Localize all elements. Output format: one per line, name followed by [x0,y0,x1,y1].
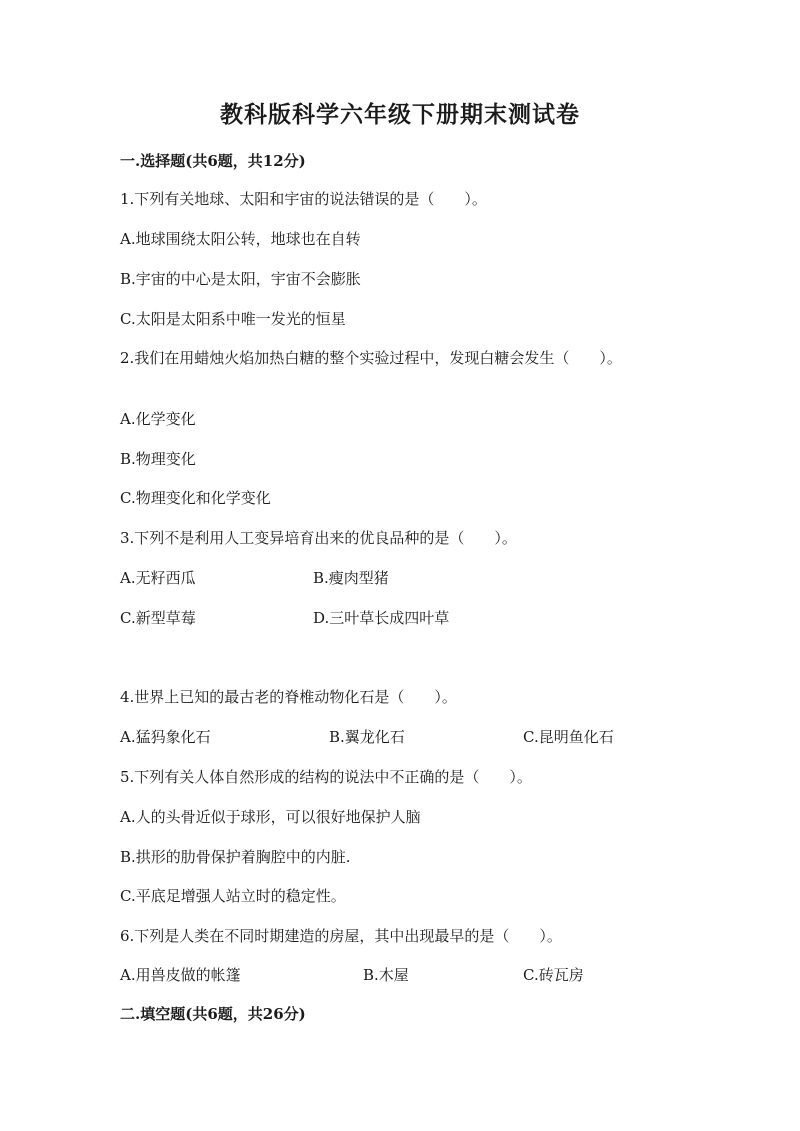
question-1-option-a: A.地球围绕太阳公转，地球也在自转 [120,230,361,248]
question-5-option-b: B.拱形的肋骨保护着胸腔中的内脏. [120,848,351,866]
question-5-stem: 5.下列有关人体自然形成的结构的说法中不正确的是（ ）。 [120,768,532,786]
question-6-stem: 6.下列是人类在不同时期建造的房屋，其中出现最早的是（ ）。 [120,927,562,945]
question-3-option-a: A.无籽西瓜 [120,569,196,587]
question-3-stem: 3.下列不是利用人工变异培育出来的优良品种的是（ ）。 [120,529,517,547]
question-4-option-b: B.翼龙化石 [329,728,405,746]
question-2-option-b: B.物理变化 [120,450,196,468]
question-2-option-c: C.物理变化和化学变化 [120,489,271,507]
question-5-option-c: C.平底足增强人站立时的稳定性。 [120,887,346,905]
question-3-option-c: C.新型草莓 [120,609,196,627]
question-6-option-b: B.木屋 [363,966,409,984]
question-4-option-c: C.昆明鱼化石 [523,728,614,746]
question-1-stem: 1.下列有关地球、太阳和宇宙的说法错误的是（ ）。 [120,190,487,208]
question-4-option-a: A.猛犸象化石 [120,728,211,746]
question-1-option-b: B.宇宙的中心是太阳，宇宙不会膨胀 [120,270,361,288]
question-4-stem: 4.世界上已知的最古老的脊椎动物化石是（ ）。 [120,688,457,706]
question-5-option-a: A.人的头骨近似于球形，可以很好地保护人脑 [120,808,421,826]
question-2-option-a: A.化学变化 [120,410,196,428]
question-6-option-c: C.砖瓦房 [523,966,584,984]
question-1-option-c: C.太阳是太阳系中唯一发光的恒星 [120,310,346,328]
page-title: 教科版科学六年级下册期末测试卷 [220,101,580,128]
section-heading-choice: 一.选择题(共6题，共12分) [120,152,306,170]
question-2-stem: 2.我们在用蜡烛火焰加热白糖的整个实验过程中，发现白糖会发生（ ）。 [120,349,622,367]
question-3-option-d: D.三叶草长成四叶草 [313,609,450,627]
section-heading-fill: 二.填空题(共6题，共26分) [120,1005,306,1023]
question-6-option-a: A.用兽皮做的帐篷 [120,966,241,984]
question-3-option-b: B.瘦肉型猪 [313,569,389,587]
